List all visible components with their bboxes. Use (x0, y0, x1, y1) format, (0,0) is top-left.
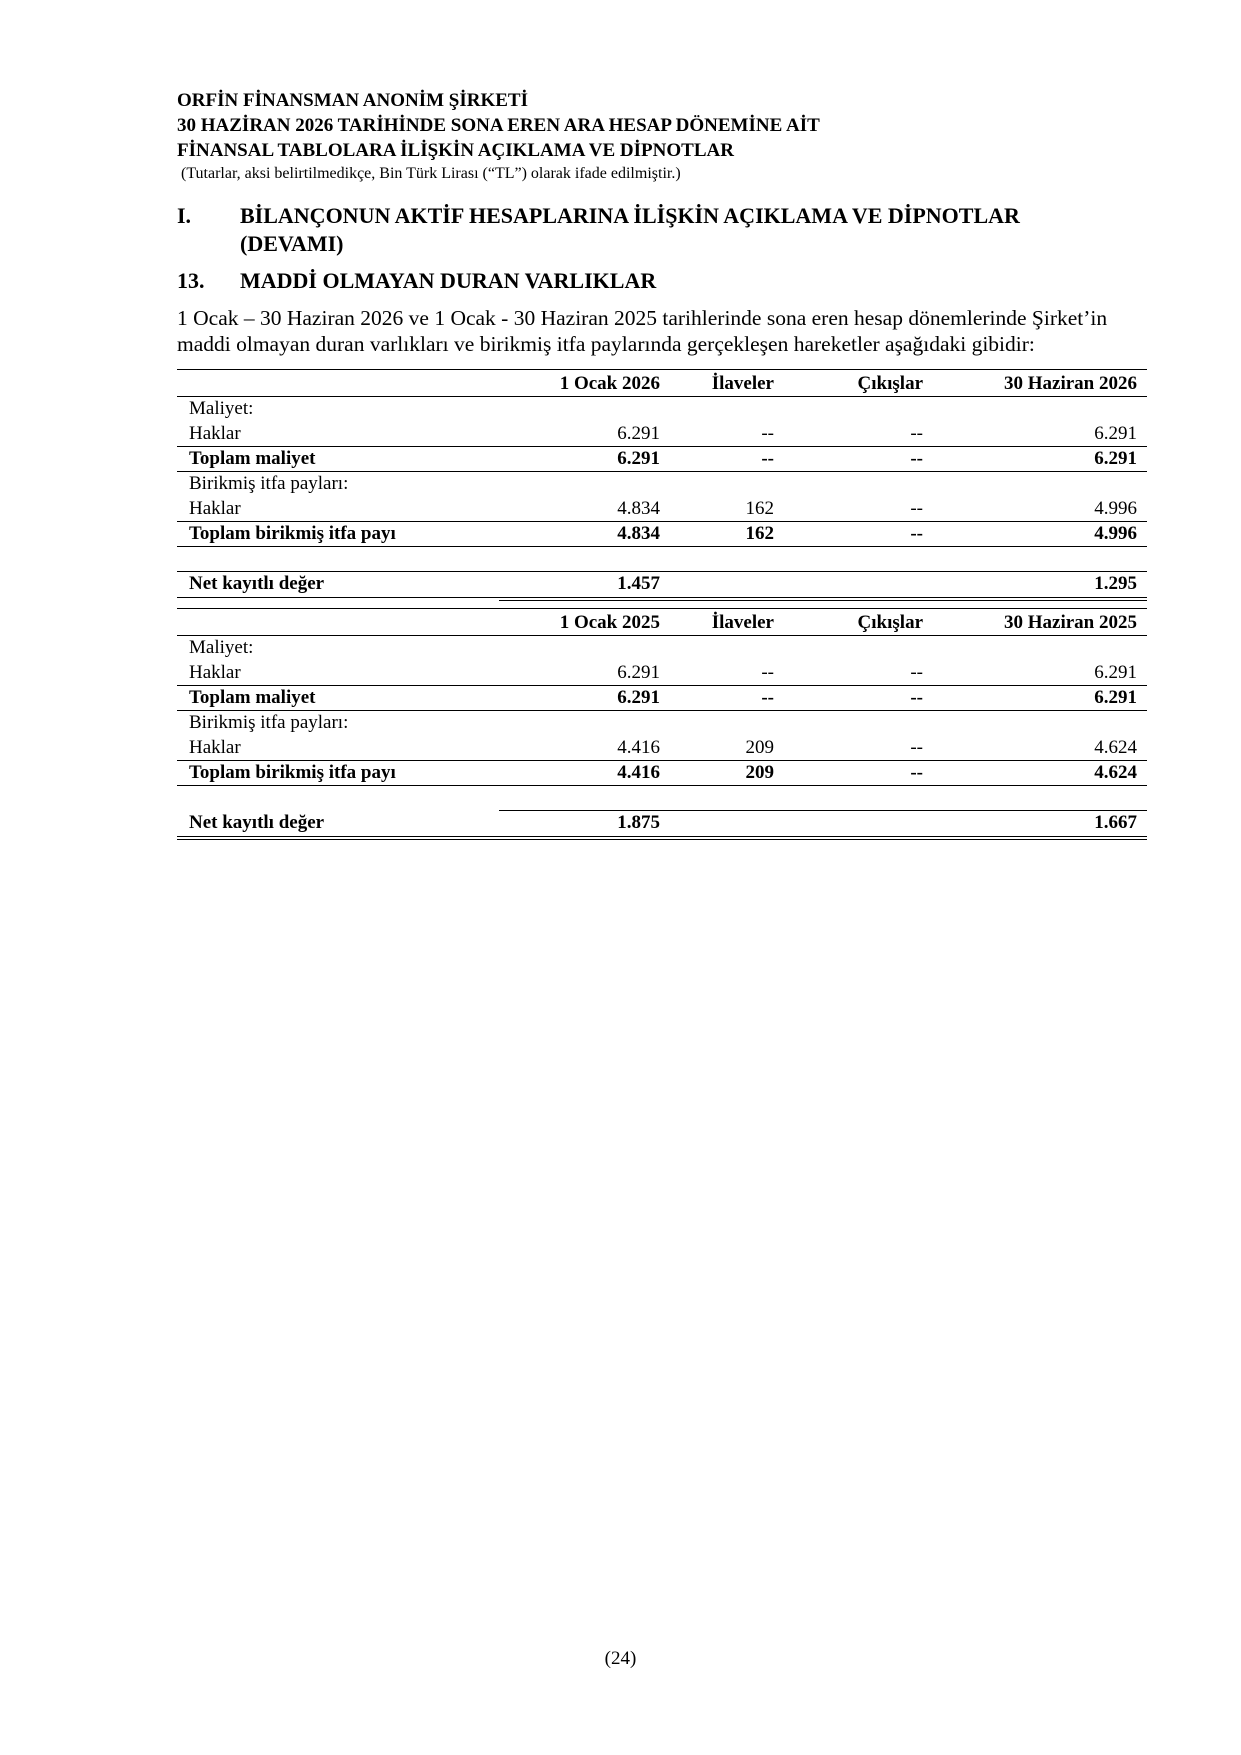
cell-value: 6.291 (617, 687, 660, 708)
cell-value: -- (910, 662, 923, 683)
cell-value: -- (910, 448, 923, 469)
row-label: Net kayıtlı değer (189, 573, 325, 594)
cell-value: 4.416 (617, 737, 660, 758)
cell-value: 6.291 (617, 448, 660, 469)
cell-value: -- (910, 423, 923, 444)
section-heading (177, 202, 1157, 258)
row-label: Toplam maliyet (189, 448, 316, 469)
cell-value: -- (761, 687, 774, 708)
company-name: ORFİN FİNANSMAN ANONİM ŞİRKETİ (177, 90, 528, 111)
cell-value: 6.291 (1094, 448, 1137, 469)
col-header-closing: 30 Haziran 2025 (1004, 612, 1137, 633)
row-label: Birikmiş itfa payları: (189, 473, 349, 494)
table-header-row (177, 371, 1147, 396)
row-label: Toplam birikmiş itfa payı (189, 762, 396, 783)
row-label: Haklar (189, 498, 241, 519)
col-header-additions: İlaveler (711, 373, 774, 394)
row-label: Birikmiş itfa payları: (189, 712, 349, 733)
cell-value: -- (910, 523, 923, 544)
cell-value: 162 (745, 523, 774, 544)
table-row-net (177, 810, 1147, 835)
cell-value: 6.291 (1094, 687, 1137, 708)
cell-value: 6.291 (1094, 662, 1137, 683)
cell-value: 4.996 (1094, 523, 1137, 544)
cell-value: -- (910, 762, 923, 783)
currency-note: (Tutarlar, aksi belirtilmedikçe, Bin Türk Lirası (“TL”) olarak ifade edilmiştir.) (181, 165, 681, 182)
table-row (177, 421, 1147, 446)
col-header-opening: 1 Ocak 2025 (559, 612, 660, 633)
table-row (177, 496, 1147, 521)
table-2026 (177, 369, 1147, 596)
subsection-number: 13. (177, 268, 205, 293)
table-row (177, 396, 1147, 421)
row-label: Haklar (189, 737, 241, 758)
cell-value: -- (761, 448, 774, 469)
row-label: Net kayıtlı değer (189, 812, 325, 833)
cell-value: 1.457 (617, 573, 660, 594)
col-header-closing: 30 Haziran 2026 (1004, 373, 1137, 394)
section-title: BİLANÇONUN AKTİF HESAPLARINA İLİŞKİN AÇIKLAMA VE DİPNOTLAR (240, 203, 1020, 228)
col-header-opening: 1 Ocak 2026 (559, 373, 660, 394)
cell-value: 4.624 (1094, 762, 1137, 783)
table-row-net (177, 571, 1147, 596)
cell-value: -- (761, 662, 774, 683)
cell-value: 1.295 (1094, 573, 1137, 594)
table-row (177, 471, 1147, 496)
cell-value: 4.996 (1094, 498, 1137, 519)
cell-value: 1.667 (1094, 812, 1137, 833)
table-row (177, 635, 1147, 660)
table-2025 (177, 608, 1147, 835)
cell-value: 209 (745, 762, 774, 783)
row-label: Haklar (189, 662, 241, 683)
table-row (177, 710, 1147, 735)
subsection-title: MADDİ OLMAYAN DURAN VARLIKLAR (240, 268, 657, 293)
table-row-total (177, 521, 1147, 546)
row-label: Maliyet: (189, 637, 254, 658)
intro-paragraph: 1 Ocak – 30 Haziran 2026 ve 1 Ocak - 30 Haziran 2025 tarihlerinde sona eren hesap dönemlerinde Şirket’in maddi olmayan duran varlıkları ve birikmiş itfa paylarında gerçekleşen hareketler aşağıdaki gibidir: (177, 306, 1108, 356)
cell-value: -- (910, 737, 923, 758)
table-row-total (177, 760, 1147, 785)
cell-value: 1.875 (617, 812, 660, 833)
cell-value: 6.291 (1094, 423, 1137, 444)
col-header-disposals: Çıkışlar (857, 612, 923, 633)
subsection-heading (177, 267, 1157, 295)
table-row (177, 735, 1147, 760)
row-label: Maliyet: (189, 398, 254, 419)
cell-value: -- (910, 498, 923, 519)
cell-value: 4.624 (1094, 737, 1137, 758)
row-label: Toplam birikmiş itfa payı (189, 523, 396, 544)
table-row-total (177, 685, 1147, 710)
col-header-additions: İlaveler (711, 612, 774, 633)
cell-value: -- (910, 687, 923, 708)
section-title-continued: (DEVAMI) (240, 231, 344, 256)
section-number: I. (177, 203, 192, 228)
cell-value: 209 (745, 737, 774, 758)
table-row-total (177, 446, 1147, 471)
document-header (177, 88, 1137, 185)
cell-value: 4.834 (617, 498, 660, 519)
table-row (177, 660, 1147, 685)
report-title: FİNANSAL TABLOLARA İLİŞKİN AÇIKLAMA VE DİPNOTLAR (177, 140, 734, 161)
page-number: (24) (604, 1648, 637, 1669)
report-period: 30 HAZİRAN 2026 TARİHİNDE SONA EREN ARA HESAP DÖNEMİNE AİT (177, 115, 820, 136)
cell-value: 162 (745, 498, 774, 519)
cell-value: -- (761, 423, 774, 444)
cell-value: 4.834 (617, 523, 660, 544)
cell-value: 4.416 (617, 762, 660, 783)
table-header-row (177, 610, 1147, 635)
row-label: Toplam maliyet (189, 687, 316, 708)
cell-value: 6.291 (617, 423, 660, 444)
row-label: Haklar (189, 423, 241, 444)
col-header-disposals: Çıkışlar (857, 373, 923, 394)
cell-value: 6.291 (617, 662, 660, 683)
